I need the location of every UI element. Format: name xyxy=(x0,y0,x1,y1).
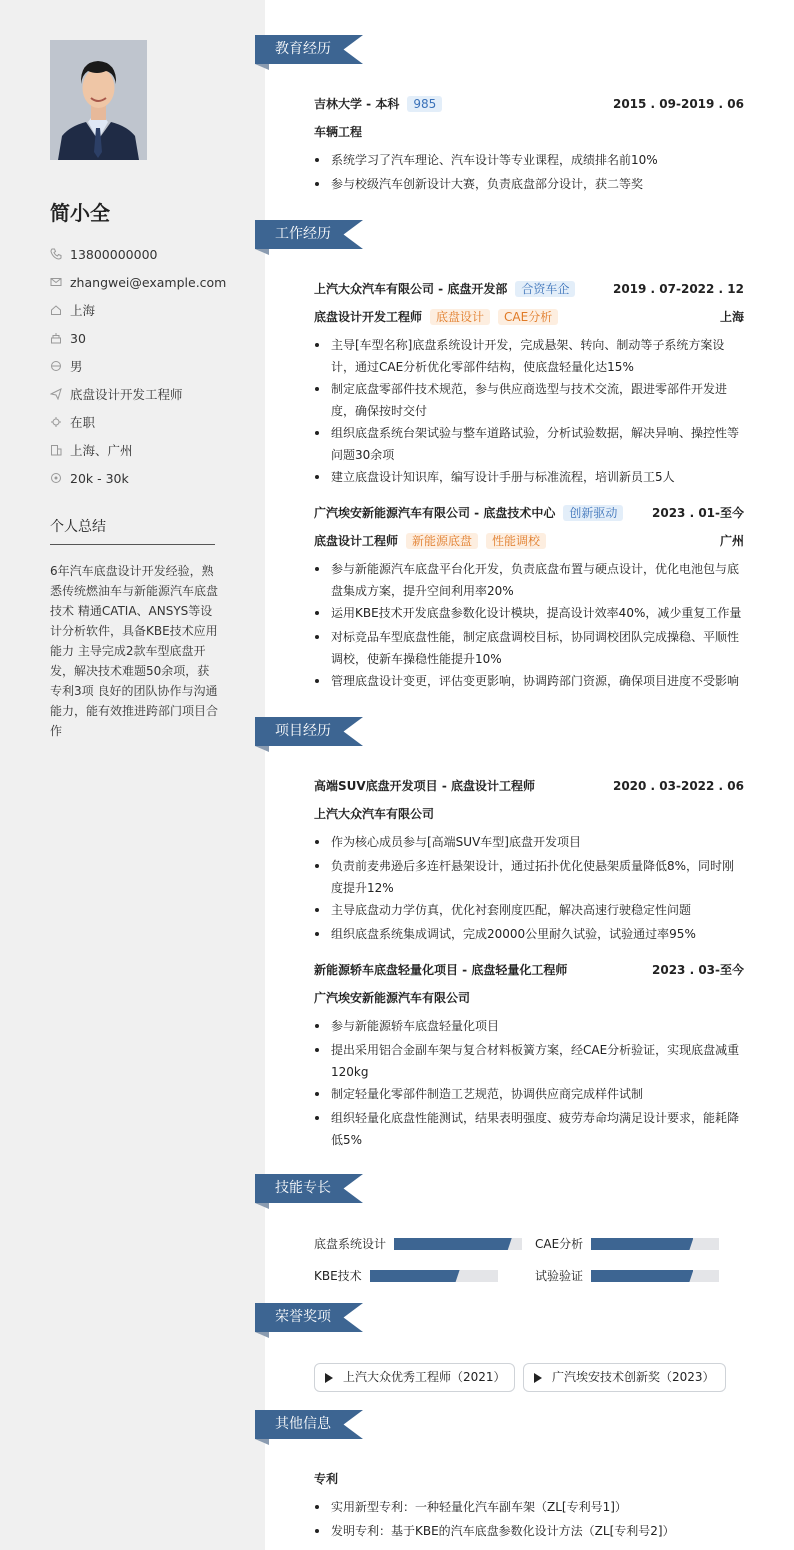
list-item: 实用新型专利：一种轻量化汽车副车架（ZL[专利号1]） xyxy=(314,1496,744,1518)
info-phone xyxy=(50,244,157,264)
home-icon xyxy=(50,304,62,316)
list-item: 发明专利：基于KBE的汽车底盘参数化设计方法（ZL[专利号2]） xyxy=(314,1520,744,1542)
project-date: 2020 . 03-2022 . 06 xyxy=(612,779,744,793)
info-text: 13800000000 xyxy=(70,246,158,262)
skill-tag: CAE分析 xyxy=(498,309,558,325)
info-locations xyxy=(50,440,133,460)
company-name: 广汽埃安新能源汽车有限公司 - 底盘技术中心 xyxy=(314,506,556,520)
education-major-row xyxy=(314,122,744,142)
play-icon xyxy=(325,1373,333,1383)
skill-bar-fill xyxy=(394,1238,512,1250)
work-date: 2019 . 07-2022 . 12 xyxy=(612,282,744,296)
award-text: 广汽埃安技术创新奖（2023） xyxy=(552,1370,715,1384)
job-role: 底盘设计开发工程师 xyxy=(314,310,423,324)
list-item: 作为核心成员参与[高端SUV车型]底盘开发项目 xyxy=(314,831,744,853)
project-company: 广汽埃安新能源汽车有限公司 xyxy=(314,991,471,1005)
school-tag: 985 xyxy=(407,96,442,112)
list-item: 建立底盘设计知识库，编写设计手册与标准流程，培训新员工5人 xyxy=(314,466,744,488)
info-status xyxy=(50,412,95,432)
send-icon xyxy=(50,388,62,400)
summary-title: 个人总结 xyxy=(50,519,106,535)
project-title: 高端SUV底盘开发项目 - 底盘设计工程师 xyxy=(314,779,536,793)
school-name: 吉林大学 - 本科 xyxy=(314,97,400,111)
list-item: 对标竞品车型底盘性能，制定底盘调校目标，协同调校团队完成操稳、平顺性调校，使新车操稳性能提升10% xyxy=(314,626,744,670)
section-title: 荣誉奖项 xyxy=(275,1309,331,1325)
list-item: 系统学习了汽车理论、汽车设计等专业课程，成绩排名前10% xyxy=(314,149,744,171)
section-header-projects xyxy=(255,717,363,746)
skill-bar xyxy=(591,1270,719,1282)
work-city: 上海 xyxy=(719,310,744,324)
info-text: 20k - 30k xyxy=(70,470,129,486)
skill-bar-fill xyxy=(370,1270,460,1282)
company-tag: 创新驱动 xyxy=(563,505,623,521)
summary-divider xyxy=(50,544,215,545)
project-1-company-row xyxy=(314,804,744,824)
work-date: 2023 . 01-至今 xyxy=(652,506,744,520)
list-item: 制定底盘零部件技术规范，参与供应商选型与技术交流，跟进零部件开发进度，确保按时交付 xyxy=(314,378,744,422)
candidate-name: 简小全 xyxy=(50,201,110,225)
section-title: 其他信息 xyxy=(275,1416,331,1432)
work-2-role-row xyxy=(314,531,744,551)
major: 车辆工程 xyxy=(314,125,363,139)
section-title: 项目经历 xyxy=(275,723,331,739)
education-header xyxy=(314,94,744,114)
info-text: 在职 xyxy=(70,415,96,430)
skill-bar xyxy=(591,1238,719,1250)
info-text: 30 xyxy=(70,330,86,346)
work-1-role-row xyxy=(314,307,744,327)
section-header-skills xyxy=(255,1174,363,1203)
award-item xyxy=(314,1363,515,1392)
section-header-honors xyxy=(255,1303,363,1332)
skill-name: CAE分析 xyxy=(535,1237,584,1251)
list-item: 负责前麦弗逊后多连杆悬架设计，通过拓扑优化使悬架质量降低8%，同时刚度提升12% xyxy=(314,855,744,899)
list-item: 制定轻量化零部件制造工艺规范，协调供应商完成样件试制 xyxy=(314,1083,744,1105)
info-gender xyxy=(50,356,83,376)
section-header-work xyxy=(255,220,363,249)
award-text: 上汽大众优秀工程师（2021） xyxy=(343,1370,506,1384)
skill-name: 底盘系统设计 xyxy=(314,1237,387,1251)
salary-icon xyxy=(50,472,62,484)
skill-tag: 底盘设计 xyxy=(430,309,490,325)
section-title: 技能专长 xyxy=(275,1180,331,1196)
project-company: 上汽大众汽车有限公司 xyxy=(314,807,435,821)
project-title: 新能源轿车底盘轻量化项目 - 底盘轻量化工程师 xyxy=(314,963,568,977)
list-item: 主导底盘动力学仿真，优化衬套刚度匹配，解决高速行驶稳定性问题 xyxy=(314,899,744,921)
summary-text: 6年汽车底盘设计开发经验，熟悉传统燃油车与新能源汽车底盘技术 精通CATIA、ANSYS等设计分析软件，具备KBE技术应用能力 主导完成2款车型底盘开发，解决技术难题50余项，获专利3项 良好的团队协作与沟通能力，能有效推进跨部门项目合作 xyxy=(50,564,219,738)
job-role: 底盘设计工程师 xyxy=(314,534,399,548)
skill-name: KBE技术 xyxy=(314,1269,362,1283)
play-icon xyxy=(534,1373,542,1383)
status-icon xyxy=(50,416,62,428)
skill-bar xyxy=(394,1238,522,1250)
company-name: 上汽大众汽车有限公司 - 底盘开发部 xyxy=(314,282,508,296)
skill-name: 试验验证 xyxy=(535,1269,584,1283)
award-item xyxy=(523,1363,726,1392)
skill-bar-fill xyxy=(591,1270,693,1282)
info-text: zhangwei@example.com xyxy=(70,274,227,290)
mail-icon xyxy=(50,276,62,288)
list-item: 组织底盘系统台架试验与整车道路试验，分析试验数据，解决异响、操控性等问题30余项 xyxy=(314,422,744,466)
info-city xyxy=(50,300,95,320)
work-1-header xyxy=(314,279,744,299)
project-2-company-row xyxy=(314,988,744,1008)
section-header-other xyxy=(255,1410,363,1439)
info-position xyxy=(50,384,183,404)
other-title-row xyxy=(314,1469,744,1489)
company-tag: 合资车企 xyxy=(515,281,575,297)
list-item: 提出采用铝合金副车架与复合材料板簧方案，经CAE分析验证，实现底盘减重120kg xyxy=(314,1039,744,1083)
building-icon xyxy=(50,444,62,456)
section-title: 工作经历 xyxy=(275,226,331,242)
project-1-header xyxy=(314,776,744,796)
age-icon xyxy=(50,332,62,344)
portrait-image xyxy=(50,40,147,160)
section-title: 教育经历 xyxy=(275,41,331,57)
work-city: 广州 xyxy=(719,534,744,548)
list-item: 参与新能源汽车底盘平台化开发，负责底盘布置与硬点设计，优化电池包与底盘集成方案，提升空间利用率20% xyxy=(314,558,744,602)
sidebar xyxy=(0,0,265,1550)
skill-tag: 新能源底盘 xyxy=(406,533,478,549)
education-date: 2015 . 09-2019 . 06 xyxy=(612,97,744,111)
list-item: 组织底盘系统集成调试，完成20000公里耐久试验，试验通过率95% xyxy=(314,923,744,945)
info-text: 男 xyxy=(70,359,83,374)
info-text: 上海、广州 xyxy=(70,443,133,458)
info-text: 上海 xyxy=(70,303,96,318)
info-email xyxy=(50,272,226,292)
patent-title: 专利 xyxy=(314,1472,339,1486)
list-item: 管理底盘设计变更，评估变更影响，协调跨部门资源，确保项目进度不受影响 xyxy=(314,670,744,692)
section-header-education xyxy=(255,35,363,64)
list-item: 组织轻量化底盘性能测试，结果表明强度、疲劳寿命均满足设计要求，能耗降低5% xyxy=(314,1107,744,1151)
skill-bar-fill xyxy=(591,1238,693,1250)
list-item: 参与校级汽车创新设计大赛，负责底盘部分设计，获二等奖 xyxy=(314,173,744,195)
skill-bar xyxy=(370,1270,498,1282)
phone-icon xyxy=(50,248,62,260)
list-item: 主导[车型名称]底盘系统设计开发，完成悬架、转向、制动等子系统方案设计，通过CAE分析优化零部件结构，使底盘轻量化达15% xyxy=(314,334,744,378)
list-item: 参与新能源轿车底盘轻量化项目 xyxy=(314,1015,744,1037)
project-date: 2023 . 03-至今 xyxy=(652,963,744,977)
info-text: 底盘设计开发工程师 xyxy=(70,387,183,402)
info-age xyxy=(50,328,86,348)
project-2-header xyxy=(314,960,744,980)
skill-tag: 性能调校 xyxy=(486,533,546,549)
work-2-header xyxy=(314,503,744,523)
gender-icon xyxy=(50,360,62,372)
profile-photo xyxy=(50,40,147,160)
info-salary xyxy=(50,468,129,488)
list-item: 运用KBE技术开发底盘参数化设计模块，提高设计效率40%，减少重复工作量 xyxy=(314,602,744,624)
